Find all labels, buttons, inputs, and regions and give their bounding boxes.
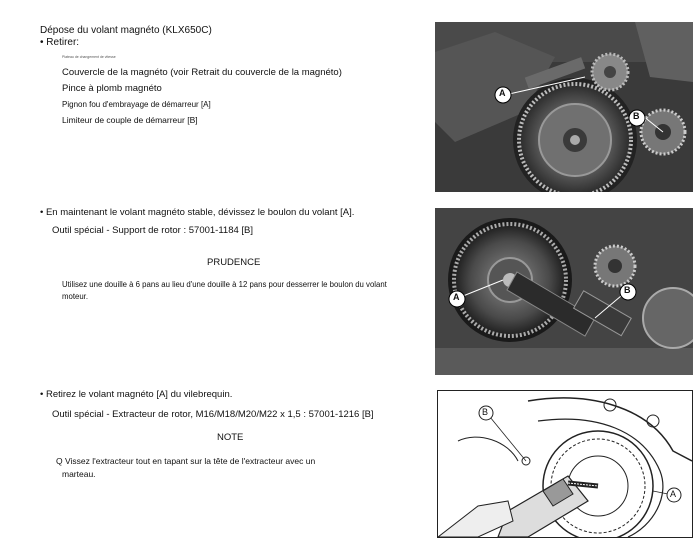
fig2-label-b: B: [624, 285, 631, 295]
figure-flywheel-photo-2: [435, 208, 693, 375]
note-text-line2: marteau.: [62, 469, 96, 479]
fig3-label-a: A: [670, 489, 677, 499]
note-heading: NOTE: [217, 432, 244, 443]
section1-item-4: Limiteur de couple de démarreur [B]: [62, 115, 198, 125]
section1-title: Dépose du volant magnéto (KLX650C): [40, 25, 212, 36]
caution-text-line1: Utilisez une douille à 6 pans au lieu d'une douille à 12 pans pour desserrer le boulon du volant: [62, 280, 387, 289]
figure-puller-diagram: [437, 390, 693, 538]
caution-heading: PRUDENCE: [207, 257, 261, 268]
section2-tool: Outil spécial - Support de rotor : 57001-1184 [B]: [52, 225, 254, 236]
section3-bullet: • Retirez le volant magnéto [A] du vilebrequin.: [40, 389, 233, 400]
fig2-label-a: A: [453, 292, 460, 302]
fig1-label-a: A: [499, 88, 506, 98]
note-text-line1: Q Vissez l'extracteur tout en tapant sur la tête de l'extracteur avec un: [56, 456, 316, 466]
section1-bullet: • Retirer:: [40, 37, 80, 48]
section1-item-2: Pince à plomb magnéto: [62, 83, 162, 94]
section1-item-1: Couvercle de la magnéto (voir Retrait du couvercle de la magnéto): [62, 67, 342, 78]
section1-tiny-note: Plateau de changement de vitesse: [62, 55, 116, 59]
section2-bullet: • En maintenant le volant magnéto stable, dévissez le boulon du volant [A].: [40, 207, 355, 218]
section1-item-3: Pignon fou d'embrayage de démarreur [A]: [62, 100, 211, 109]
fig3-label-b: B: [482, 407, 489, 417]
caution-text-line2: moteur.: [62, 292, 89, 301]
section3-tool: Outil spécial - Extracteur de rotor, M16/M18/M20/M22 x 1,5 : 57001-1216 [B]: [52, 409, 374, 420]
fig1-label-b: B: [633, 111, 640, 121]
figure-flywheel-photo-1: [435, 22, 693, 192]
